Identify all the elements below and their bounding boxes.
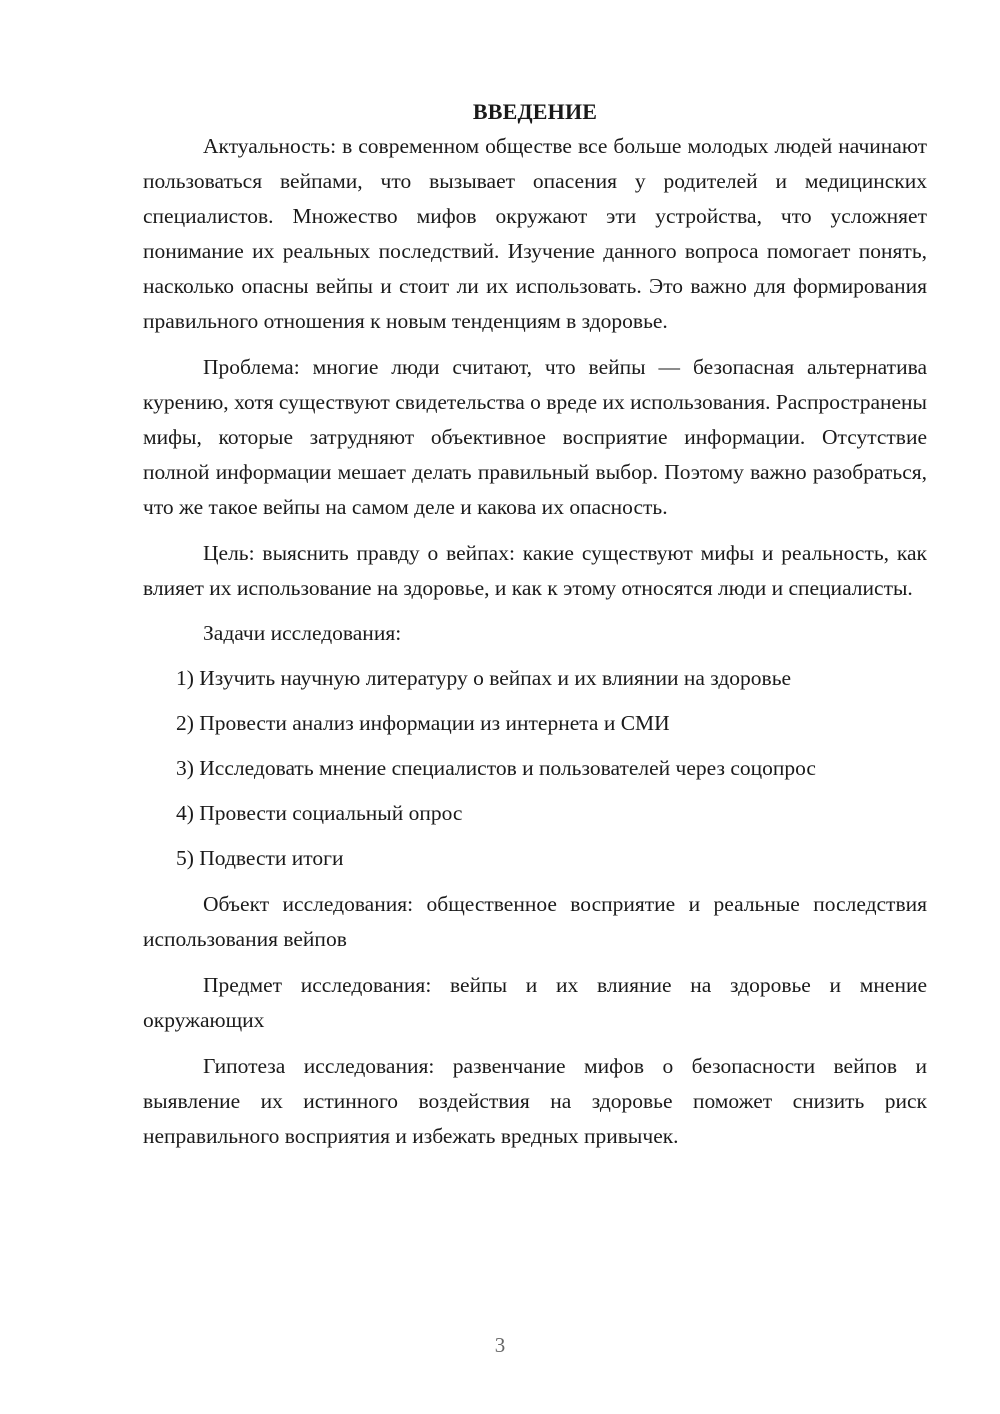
task-item-3: 3) Исследовать мнение специалистов и пользователей через соцопрос	[176, 756, 816, 780]
relevance-paragraph: Актуальность: в современном обществе все больше молодых людей начинают пользоваться вейпами, что вызывает опасения у родителей и медицинских специалистов. Множество мифов окружают эти устройства, что усложняет понимание их реальных последствий. Изучение данного вопроса помогает понять, насколько опасны вейпы и стоит ли их использовать. Это важно для формирования правильного отношения к новым тенденциям в здоровье.	[143, 134, 927, 333]
task-list	[143, 661, 927, 876]
page-number: 3	[494, 1333, 506, 1357]
hypothesis-paragraph: Гипотеза исследования: развенчание мифов о безопасности вейпов и выявление их истинного воздействия на здоровье поможет снизить риск неправильного восприятия и избежать вредных привычек.	[143, 1054, 927, 1148]
tasks-heading: Задачи исследования:	[203, 621, 402, 645]
problem-paragraph: Проблема: многие люди считают, что вейпы — безопасная альтернатива курению, хотя существуют свидетельства о вреде их использования. Распространены мифы, которые затрудняют объективное восприятие информации. Отсутствие полной информации мешает делать правильный выбор. Поэтому важно разобраться, что же такое вейпы на самом деле и какова их опасность.	[143, 355, 927, 519]
task-item-5: 5) Подвести итоги	[176, 846, 344, 870]
goal-paragraph: Цель: выяснить правду о вейпах: какие существуют мифы и реальность, как влияет их использование на здоровье, и как к этому относятся люди и специалисты.	[143, 541, 927, 600]
section-title: ВВЕДЕНИЕ	[472, 99, 598, 124]
task-item-2: 2) Провести анализ информации из интернета и СМИ	[176, 711, 670, 735]
subject-paragraph: Предмет исследования: вейпы и их влияние на здоровье и мнение окружающих	[143, 973, 927, 1032]
task-item-4: 4) Провести социальный опрос	[176, 801, 463, 825]
page-content	[143, 94, 927, 1154]
object-paragraph: Объект исследования: общественное восприятие и реальные последствия использования вейпов	[143, 892, 927, 951]
task-item-1: 1) Изучить научную литературу о вейпах и их влиянии на здоровье	[176, 666, 792, 690]
